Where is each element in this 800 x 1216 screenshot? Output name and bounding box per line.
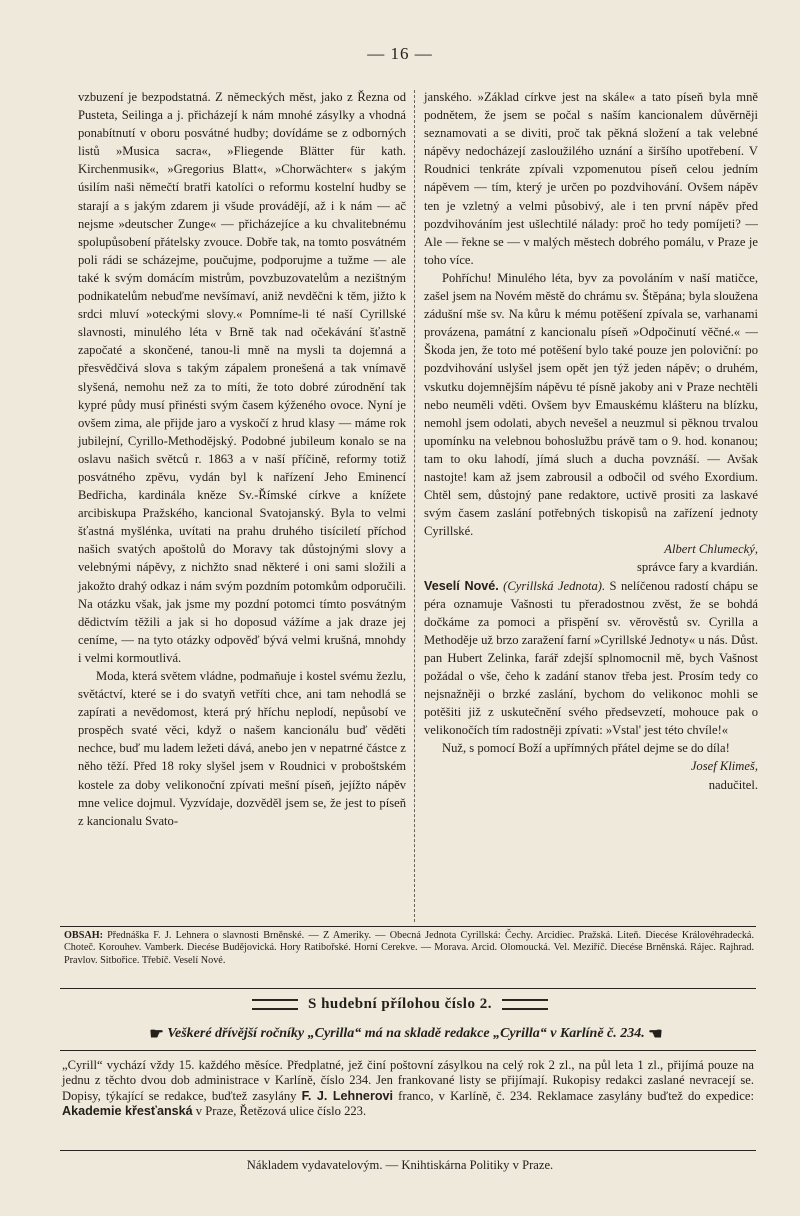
- signature-1-role: správce fary a kvardián.: [637, 560, 758, 575]
- contents-block: [64, 930, 754, 967]
- right-paragraph-2: Pohříchu! Minulého léta, byv za povoláním v naší matičce, zašel jsem na Novém městě do chrámu sv. Štěpána; byla sloužena zádušní mše sv. Na kůru k mému potěšení zpívala se, varhanami provázena, památní z kancionalu píseň »Odpočinutí věčné.« — Škoda jen, že toto mé potěšení bylo také pouze jen poloviční: po pozdvihování uslyšel jsem opět jen týž jeden nápěv; o druhém, vskutku dojemnějším nápěvu té písně jakoby ani v Praze nechtěli nebo neuměli vděti. Ovšem byv Emauskému klášteru na blízku, nemohl jsem odolati, abych nevešel a neuzmul si pěknou trvalou upomínku na velebnou bohoslužbu právě tam o 9. hod. konanou; tam to oku lahodí, jímá sluch a ducha povznáší. — Avšak nastojte! kam až jsem zabrousil a odbočil od svého Exordium. Chtěl sem, důstojný pane redaktore, uctivě prositi za laskavé svým časem zaslání potřebných tiskopisů na zařízení jednoty Cyrillské.: [424, 270, 758, 539]
- imprint-footer: Nákladem vydavatelovým. — Knihtiskárna Politiky v Praze.: [246, 1158, 554, 1172]
- publish-text-1: „Cyrill“ vychází vždy 15. každého měsíce. Předplatné, jež činí poštovní zásylkou na celý rok 2 zl., na půl leta 1 zl., přijímá pouze na jednu z těchto dvou dob administrace v Karlíně, číslo 234. Jen frankované listy se přijímají. Rukopisy redakci zaslané nevracejí se. Dopisy, týkající se redakce, buďtež zasylány: [62, 1058, 754, 1103]
- left-paragraph-2: Moda, která světem vládne, podmaňuje i kostel svému žezlu, světáctví, které se i do svatyň vetříti chce, ani tam nehodlá se zapírati a nevědomost, která prý hříchu neplodí, nepůsobí ve prospěch svaté věci, když o našem kancionálu buď věděti nechce, buď mu ladem ležeti dává, anebo jen v nepatrné částce z něho těží. Před 18 roky slyšel jsem v Roudnici v proboštském kostele za doby velikonoční zpívati mešní píseň, jejížto nápěv mne velice dojmul. Vyzvídaje, dozvěděl jsem se, že jest to píseň z kancionalu Svato-: [78, 669, 406, 828]
- notice-text: Veškeré dřívější ročníky „Cyrilla“ má na skladě redakce „Cyrilla“ v Karlíně č. 234.: [167, 1026, 645, 1042]
- signature-1-name: Albert Chlumecký,: [664, 542, 758, 557]
- signature-2-name: Josef Klimeš,: [690, 759, 758, 774]
- supplement-bars-right: [502, 999, 548, 1010]
- right-paragraph-1: janského. »Základ církve jest na skále« a tato píseň byla mně podnětem, že jsem se počal s naším kancionalem důvěrněji seznamovati a se diviti, proč tak pěkná složení a tak velebné nápěvy nedocházejí zasloužilého uznání a širšího upotřebení. V Roudnici tenkráte zpívali vzpomenutou píseň celou jedním nápěvem — tím, který je určen po pozdvihování. Ovšem nápěv ten je vzletný a velmi působivý, ale i ten první nápěv před pozdvihováním jest ušlechtilé nálady: proč ho tedy pomíjeti? — Ale — řekne se — v malých městech dobrého pomálu, v Praze je toho více.: [424, 90, 758, 267]
- column-divider: [414, 90, 415, 922]
- page-number: — 16 —: [367, 44, 433, 63]
- article-heading: Veselí Nové.: [424, 578, 499, 593]
- contents-bottom-rule: [60, 988, 756, 989]
- article-veseli: [424, 577, 758, 740]
- left-paragraph-1: vzbuzení je bezpodstatná. Z německých měst, jako z Řezna od Pusteta, Seilinga a j. přicházejí k nám mnohé zásylky a vhodná ponabítnutí v oboru posvátné hudby; dovídáme se z odborných listů »Musica sacra«, »Fliegende Blätter für kath. Kirchenmusik«, »Gregorius Blatt«, »Chorwächter« s jakým úsilím naši němečtí bratři katolíci o reformu kostelní hudby se starají a s jakým zdarem ji všude provádějí, až i k nám — ač nejsme »deutscher Zunge« — přicházejíce a ku chvalitebnému spolupůsobení přátelsky zvouce. Dobře tak, na tomto posvátném poli rádi se scházejme, poučujme, podporujme a tužme — ale také k svým domácím mistrům, povzbuzovatelům a nezištným podnikatelům nebuďme nevšímaví, aniž nevděčni k těm, jižto k srdci mluví »oteckými slovy.« Pomníme-li té naší Cyrillské slavnosti, minulého léta v Brně tak nad očekávání šťastně započaté a skončené, tanou-li mně na mysli ta dojemná a přesvědčivá slova s takým zápalem pronešená a tak vnímavě slyšená, nemohu než za to míti, že toto dobré zúrodnění tak kypré půdy musí přinésti svým časem kýženého ovoce. Nyní je ovšem zima, ale přijde jaro a vyskočí z hrud klasy — máme rok jubilejní, Cyrillo-Methodějský. Podobné jubileum konalo se na oslavu našich světců r. 1863 a v naší příčině, reformy totiž posvátného zpěvu, vydán byl k nařízení Jeho Eminencí Bedřicha, kardinála kněze Sv.-Římské církve a knížete arcibiskupa Pražského, kancional Svatojanský. Byla to velmi šťastná myšlénka, uvítati na prahu druhého tisíciletí příchod našich svatých apoštolů do Moravy tak důstojnými slovy a velebnými nápěvy, z nichžto snad některé i oni sami složili a jakožto drahý odkaz i nám svým pozdním potomkům odporučili. Na otázku však, jak jsme my pozdní potomci tímto posvátným dědictvím těžili a jak si ho doposud vážíme a jak draze jej ceníme, — na tyto otázky odpověď bývá velmi krušná, mnohdy i velmi kormoutlivá.: [78, 90, 406, 665]
- contents-top-rule: [60, 926, 756, 927]
- footer-rule: [60, 1150, 756, 1151]
- publish-text-3: v Praze, Řetězová ulice číslo 223.: [192, 1104, 367, 1119]
- publish-text-2: franco, v Karlíně, č. 234. Reklamace zasylány buďtež do expedice:: [393, 1088, 754, 1103]
- contents-text: Přednáška F. J. Lehnera o slavnosti Brněnské. — Z Ameriky. — Obecná Jednota Cyrillská: Čechy. Arcidiec. Pražská. Liteň. Diecése Královéhradecká. Choteč. Korouhev. Vamberk. Diecése Budějovická. Hory Ratibořské. Horní Cerekve. — Morava. Arcid. Olomoucká. Vel. Meziříč. Diecése Brněnská. Rájec. Rajhrad. Pravlov. Sitbořice. Třebíč. Veselí Nové.: [64, 930, 754, 966]
- publication-info: [62, 1058, 754, 1120]
- supplement-bars-left: [252, 999, 298, 1010]
- right-column: [424, 88, 758, 794]
- pointing-hand-left-icon: ☚: [648, 1026, 663, 1043]
- notice-rule: [60, 1050, 756, 1051]
- right-paragraph-3: S nelíčenou radostí chápu se péra oznamuje Vašnosti tu přeradostnou zvěst, že se bohdá dočkáme za pomoci a přispění sv. věrověstů sv. Cyrilla a Methoděje už brzo zaražení farní »Cyrillské Jednoty« u nás. Důst. pan Hubert Zelinka, farář zdejší splnomocnil mě, bych Vašnost požádal o vše, čeho k zadání stanov třeba jest. Prosím tedy co nejsnažněji o brzké zaslání, bychom do velikonoc mohli se potěšiti již z uskutečnění svého předsevzetí, mohouce pak o velikonočích tím radostněji zpívati: »Vstal' jest této chvíle!«: [424, 578, 758, 738]
- back-issues-notice: [86, 1024, 726, 1044]
- supplement-text: S hudební přílohou číslo 2.: [308, 996, 492, 1012]
- publisher-name: Akademie křesťanská: [62, 1104, 193, 1119]
- article-subheading: (Cyrillská Jednota).: [503, 578, 606, 593]
- supplement-line: [0, 996, 800, 1013]
- left-column: [78, 88, 406, 830]
- pointing-hand-right-icon: ☛: [149, 1026, 164, 1043]
- editor-name: F. J. Lehnerovi: [301, 1088, 394, 1103]
- signature-2-role: nadučitel.: [708, 777, 758, 792]
- right-paragraph-4: Nuž, s pomocí Boží a upřímných přátel dejme se do díla!: [442, 741, 730, 756]
- contents-label: OBSAH:: [64, 930, 104, 941]
